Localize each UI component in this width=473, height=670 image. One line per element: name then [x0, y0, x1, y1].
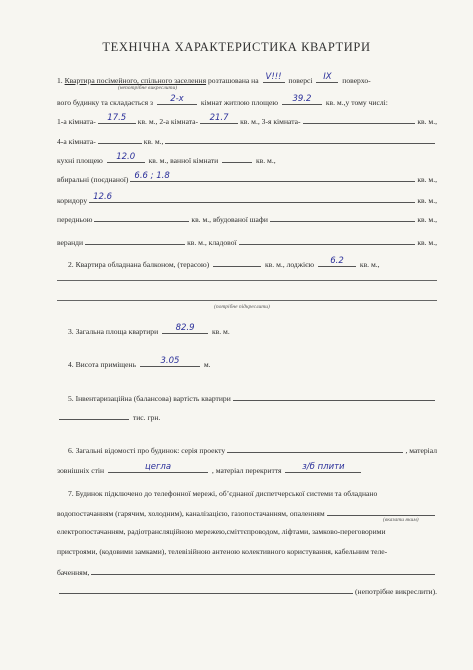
s7-line4: пристроями, (кодовими замками), телевізійною антеною колективного користування, кабельним теле-	[57, 547, 388, 556]
rooms-field[interactable]: 2-х	[157, 94, 197, 105]
s7-line6: (непотрібне викреслити).	[57, 583, 437, 597]
s5-line2: тис. грн.	[57, 409, 437, 423]
heating-field[interactable]	[327, 505, 435, 516]
loggia-field[interactable]: 6.2	[318, 256, 356, 267]
s1-prefix: 1.	[57, 76, 65, 85]
s1-rooms-line: 1-а кімната- 17.5 кв. м., 2-а кімната- 21.7 кв. м., 3-я кімната- кв. м.,	[57, 113, 437, 126]
s7-line2: водопостачанням (гарячим, холодним), каналізацією, газопостачанням, опаленням	[57, 505, 437, 519]
s1-veranda-line: веранди кв. м., кладової кв. м.,	[57, 234, 437, 248]
room1-field[interactable]: 17.5	[98, 113, 136, 124]
walls-field[interactable]: цегла	[108, 462, 208, 473]
corridor-field[interactable]: 12.6	[89, 192, 415, 203]
s7-note: (вказати яким)	[383, 517, 419, 523]
room3-field[interactable]	[303, 113, 416, 124]
s1-line2: вого будинку та складається з 2-х кімнат житлою площею 39.2 кв. м.,у тому числі:	[57, 94, 388, 107]
s1-line1: 1. Квартира посімейного, спільного заселення розташована на V!!! поверсі IX поверхо-	[57, 72, 371, 85]
s5-line: 5. Інвентаризаційна (балансова) вартість квартири	[68, 390, 437, 404]
bath-field[interactable]	[222, 152, 252, 163]
s1-room4-line: 4-а кімната- кв. м.,	[57, 133, 437, 147]
s2-note: (потрібне підкреслити)	[214, 304, 270, 310]
s1-wc-line: вбиральні (поєднаної) 6.6 ; 1.8 кв. м.,	[57, 171, 437, 184]
pantry-field[interactable]	[239, 234, 416, 245]
s2-blank-line-1[interactable]	[57, 280, 437, 281]
s2-line: 2. Квартира обладнана балконом, (терасою) кв. м., лоджією 6.2 кв. м.,	[68, 256, 380, 269]
s6-line1: 6. Загальні відомості про будинок: серія проекту , матеріал	[68, 442, 437, 456]
floors-total-field[interactable]: IX	[316, 72, 338, 83]
s1-corridor-line: коридору 12.6 кв. м.,	[57, 192, 437, 205]
room2-field[interactable]: 21.7	[200, 113, 238, 124]
room4-extra-field[interactable]	[165, 133, 435, 144]
value-field-2[interactable]	[59, 409, 129, 420]
s6-line2: зовнішніх стін цегла , матеріал перекриття з/б плити	[57, 462, 437, 476]
s1-apartment-type: Квартира посімейного, спільного заселення	[64, 76, 207, 85]
s7-line1: 7. Будинок підключено до телефонної мережі, об’єднаної диспетчерської системи та обладнано	[68, 489, 378, 498]
veranda-field[interactable]	[85, 234, 185, 245]
room4-field[interactable]	[98, 133, 142, 144]
total-area-field[interactable]: 82.9	[162, 323, 208, 334]
s7-line3: електропостачанням, радіотрансляційною мережею,сміттєпроводом, ліфтами, замково-переговорими	[57, 527, 386, 536]
wc-field[interactable]: 6.6 ; 1.8	[130, 171, 415, 182]
strike-note: (непотрібне викреслити)	[118, 85, 178, 91]
document-title: ТЕХНІЧНА ХАРАКТЕРИСТИКА КВАРТИРИ	[102, 40, 371, 54]
slabs-field[interactable]: з/б плити	[285, 462, 361, 473]
closet-field[interactable]	[270, 211, 415, 222]
project-series-field[interactable]	[227, 442, 403, 453]
height-field[interactable]: 3.05	[140, 356, 200, 367]
floor-field[interactable]: V!!!	[263, 72, 285, 83]
s7-blank-line[interactable]	[59, 583, 353, 594]
kitchen-field[interactable]: 12.0	[107, 152, 145, 163]
balcony-field[interactable]	[213, 256, 261, 267]
s1-hall-line: передньою кв. м., вбудованої шафи кв. м.,	[57, 211, 437, 225]
s7-line5: баченням,	[57, 564, 437, 578]
cable-tv-field[interactable]	[91, 564, 435, 575]
s3-line: 3. Загальна площа квартири 82.9 кв. м.	[68, 323, 230, 336]
s4-line: 4. Висота приміщень 3.05 м.	[68, 356, 211, 369]
s1-located: розташована на	[206, 76, 261, 85]
s2-blank-line-2[interactable]	[57, 300, 437, 301]
s1-kitchen-line: кухні площею 12.0 кв. м., ванної кімнати кв. м.,	[57, 152, 276, 165]
living-area-field[interactable]: 39.2	[282, 94, 322, 105]
value-field[interactable]	[233, 390, 435, 401]
hall-field[interactable]	[94, 211, 189, 222]
